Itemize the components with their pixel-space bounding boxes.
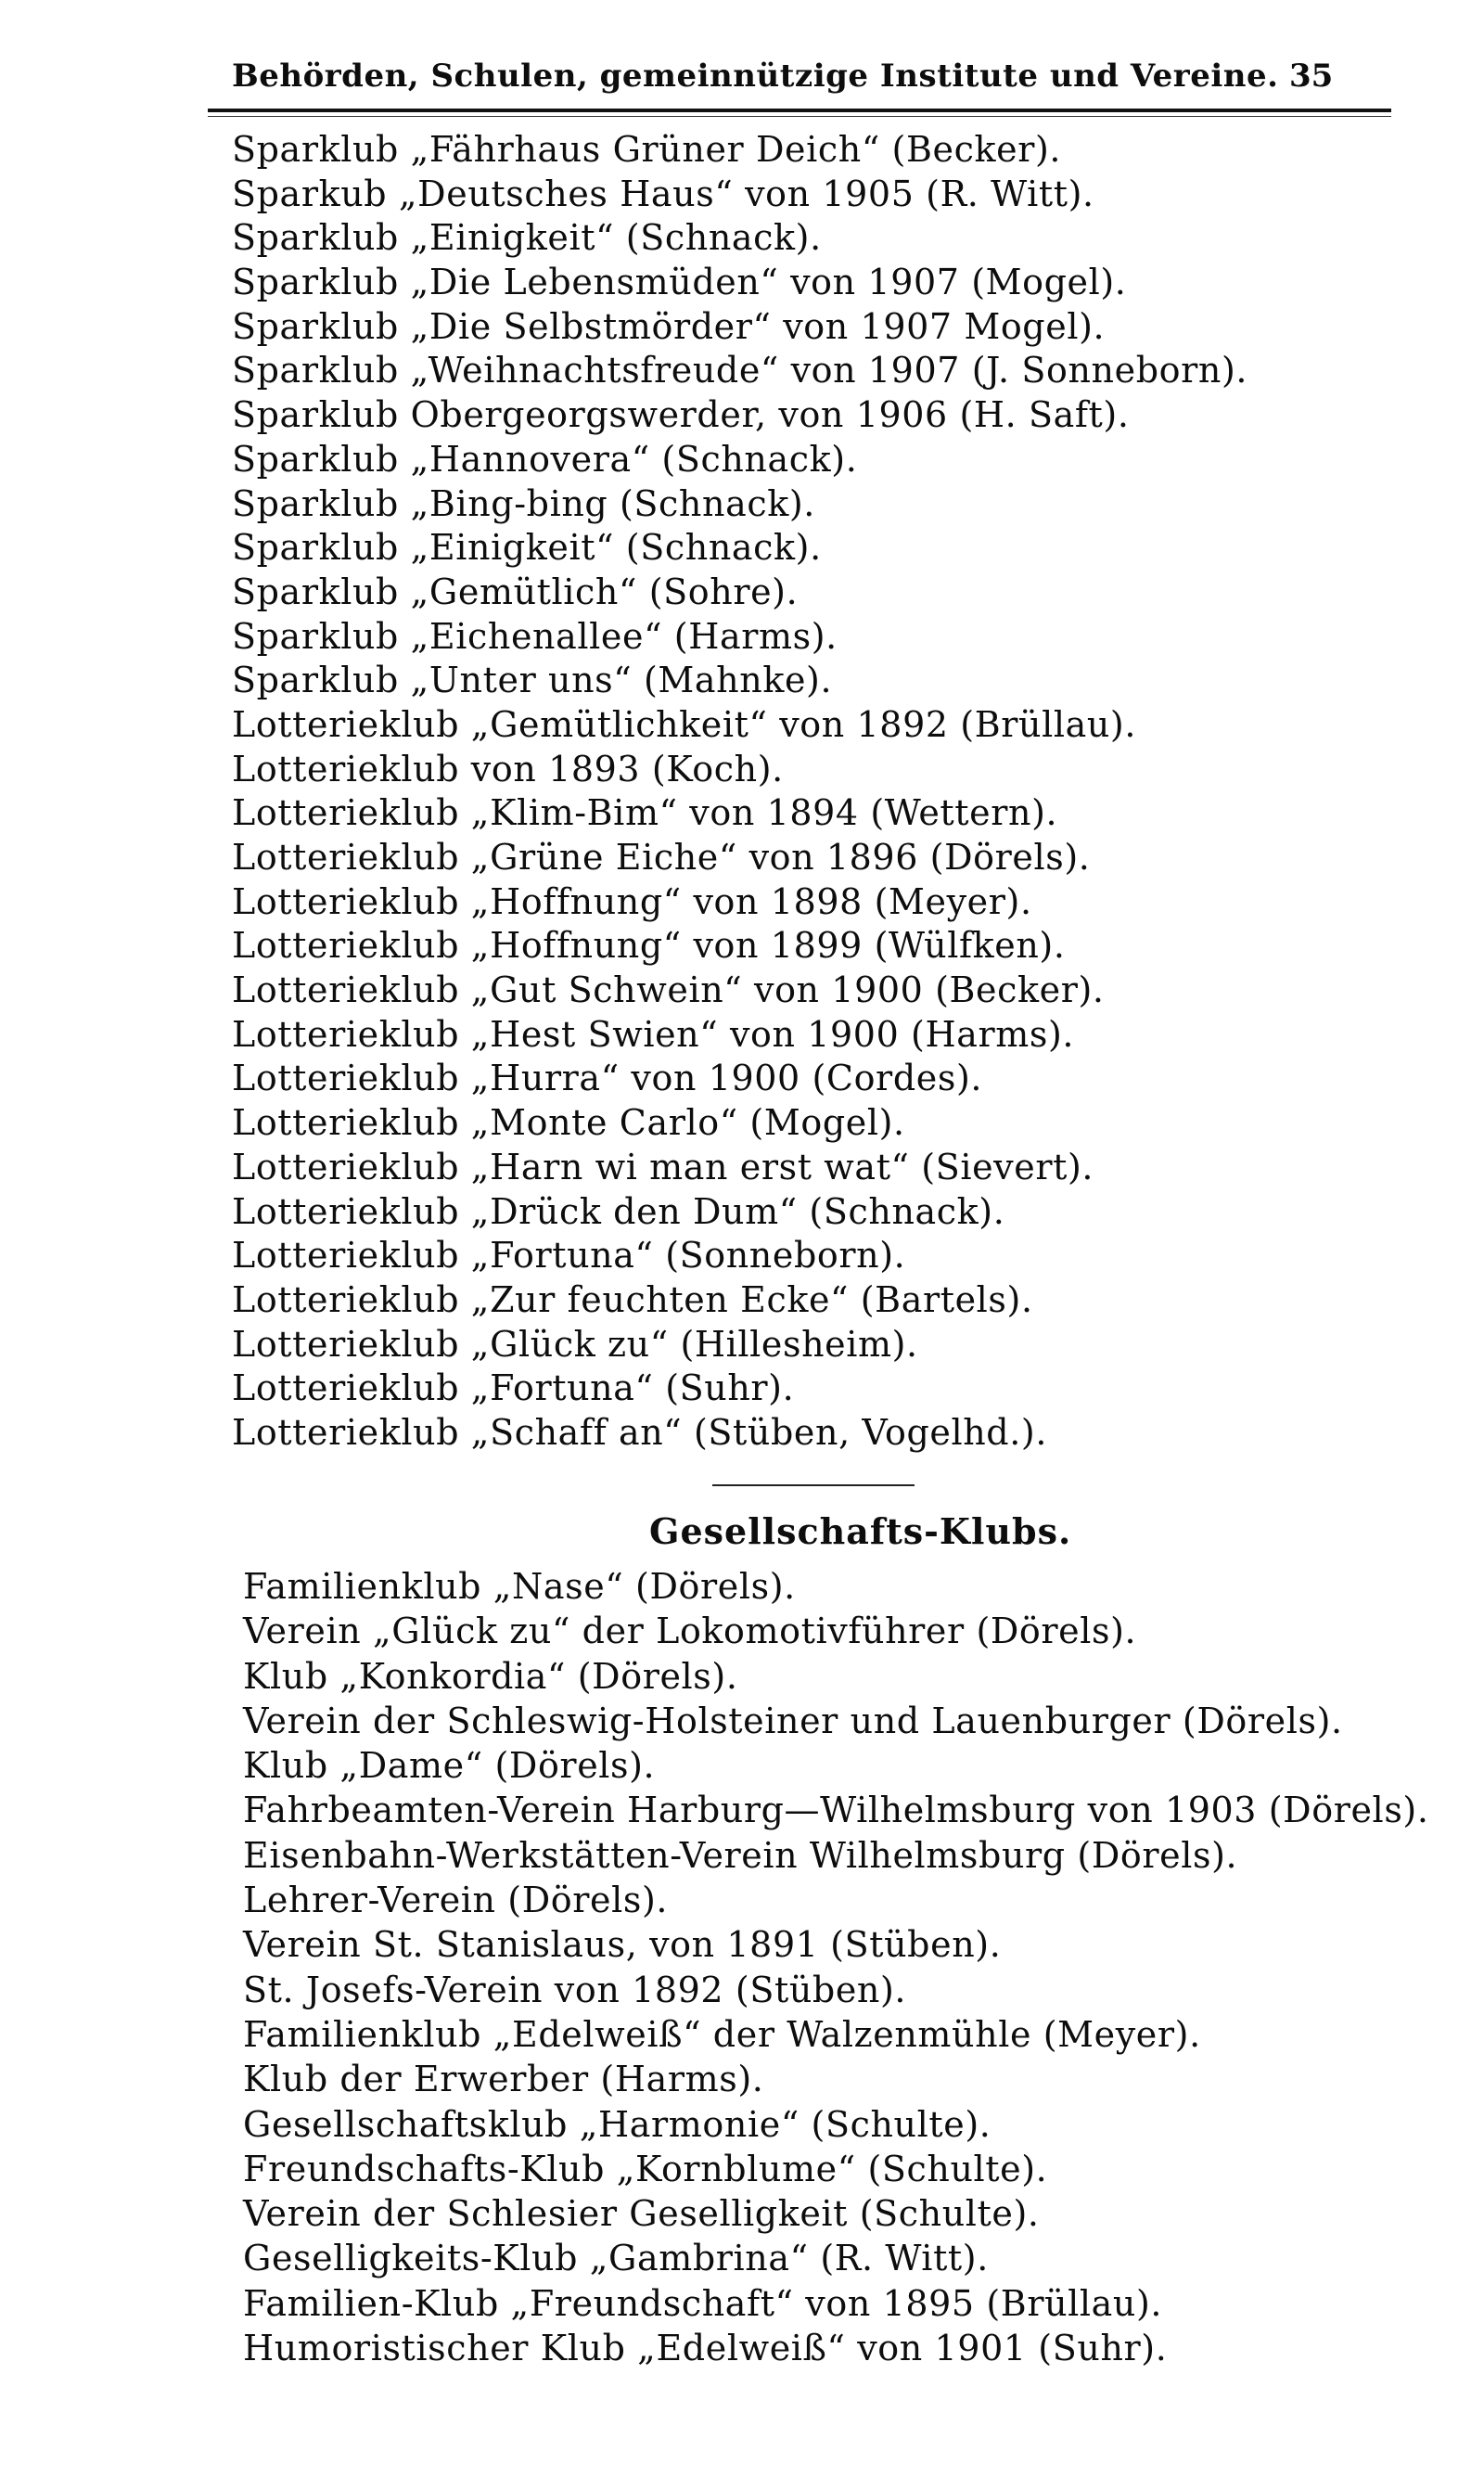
list-item: Lotterieklub „Hurra“ von 1900 (Cordes).: [232, 1058, 983, 1099]
list-item: Familienklub „Nase“ (Dörels).: [243, 1566, 796, 1607]
list-item: Lotterieklub „Zur feuchten Ecke“ (Bartels).: [232, 1278, 1033, 1320]
list-item: Verein der Schleswig-Holsteiner und Lauenburger (Dörels).: [243, 1700, 1343, 1741]
list-item: Fahrbeamten-Verein Harburg—Wilhelmsburg von 1903 (Dörels).: [243, 1790, 1429, 1831]
list-item: Eisenbahn-Werkstätten-Verein Wilhelmsburg (Dörels).: [243, 1834, 1238, 1876]
list-item: Gesellschaftsklub „Harmonie“ (Schulte).: [243, 2103, 991, 2145]
sparklub-lotterieklub-list: [232, 128, 1438, 1456]
list-item: Lotterieklub „Glück zu“ (Hillesheim).: [232, 1323, 918, 1365]
header-rule: [208, 109, 1391, 112]
list-item: Sparklub „Bing-bing (Schnack).: [232, 482, 815, 524]
list-item: Lotterieklub „Hoffnung“ von 1899 (Wülfken).: [232, 925, 1066, 967]
list-item: Sparklub „Fährhaus Grüner Deich“ (Becker).: [232, 129, 1062, 170]
list-item: St. Josefs-Verein von 1892 (Stüben).: [243, 1969, 907, 2010]
list-item: Lotterieklub „Gut Schwein“ von 1900 (Becker).: [232, 969, 1105, 1011]
list-item: Sparklub „Die Selbstmörder“ von 1907 Mogel).: [232, 305, 1106, 347]
list-item: Klub „Dame“ (Dörels).: [243, 1745, 656, 1787]
list-item: Lotterieklub „Schaff an“ (Stüben, Vogelhd.).: [232, 1411, 1048, 1453]
list-item: Geselligkeits-Klub „Gambrina“ (R. Witt).: [243, 2238, 989, 2279]
list-item: Lotterieklub von 1893 (Koch).: [232, 748, 784, 789]
list-item: Sparklub „Einigkeit“ (Schnack).: [232, 527, 822, 569]
list-item: Lotterieklub „Drück den Dum“ (Schnack).: [232, 1190, 1005, 1232]
list-item: Verein St. Stanislaus, von 1891 (Stüben).: [243, 1924, 1002, 1966]
list-item: Sparkub „Deutsches Haus“ von 1905 (R. Witt).: [232, 173, 1094, 214]
list-item: Sparklub Obergeorgswerder, von 1906 (H. Saft).: [232, 394, 1130, 436]
list-item: Lotterieklub „Fortuna“ (Suhr).: [232, 1367, 795, 1409]
list-item: Lotterieklub „Monte Carlo“ (Mogel).: [232, 1102, 905, 1144]
list-item: Lotterieklub „Hoffnung“ von 1898 (Meyer).: [232, 880, 1032, 922]
list-item: Sparklub „Unter uns“ (Mahnke).: [232, 660, 833, 701]
list-item: Sparklub „Weihnachtsfreude“ von 1907 (J. Sonneborn).: [232, 350, 1248, 391]
section-heading: Gesellschafts-Klubs.: [649, 1510, 1072, 1552]
list-item: Klub „Konkordia“ (Dörels).: [243, 1655, 738, 1697]
page-number: 35: [1289, 58, 1334, 95]
list-item: Lotterieklub „Hest Swien“ von 1900 (Harms).: [232, 1013, 1075, 1055]
list-item: Familien-Klub „Freundschaft“ von 1895 (Brüllau).: [243, 2282, 1163, 2324]
list-item: Sparklub „Gemütlich“ (Sohre).: [232, 571, 799, 612]
list-item: Klub der Erwerber (Harms).: [243, 2059, 764, 2100]
list-item: Lotterieklub „Harn wi man erst wat“ (Sievert).: [232, 1146, 1094, 1187]
list-item: Lotterieklub „Grüne Eiche“ von 1896 (Dörels).: [232, 837, 1091, 878]
list-item: Sparklub „Eichenallee“ (Harms).: [232, 615, 838, 657]
list-item: Sparklub „Einigkeit“ (Schnack).: [232, 217, 822, 259]
gesellschafts-klubs-list: [243, 1564, 1449, 2370]
header-rule-thin: [208, 116, 1391, 117]
list-item: Lotterieklub „Gemütlichkeit“ von 1892 (Brüllau).: [232, 703, 1137, 745]
list-item: Freundschafts-Klub „Kornblume“ (Schulte).: [243, 2148, 1048, 2189]
list-item: Humoristischer Klub „Edelweiß“ von 1901 (Suhr).: [243, 2328, 1168, 2369]
list-item: Lotterieklub „Fortuna“ (Sonneborn).: [232, 1235, 906, 1277]
list-item: Lehrer-Verein (Dörels).: [243, 1880, 669, 1921]
section-divider: [712, 1484, 915, 1486]
list-item: Lotterieklub „Klim-Bim“ von 1894 (Wettern).: [232, 792, 1058, 834]
list-item: Verein der Schlesier Geselligkeit (Schulte).: [243, 2193, 1040, 2235]
list-item: Sparklub „Hannovera“ (Schnack).: [232, 438, 858, 480]
list-item: Sparklub „Die Lebensmüden“ von 1907 (Mogel).: [232, 262, 1127, 303]
running-head: Behörden, Schulen, gemeinnützige Institute und Vereine.: [232, 58, 1279, 95]
list-item: Familienklub „Edelweiß“ der Walzenmühle (Meyer).: [243, 2013, 1201, 2055]
list-item: Verein „Glück zu“ der Lokomotivführer (Dörels).: [243, 1611, 1137, 1652]
